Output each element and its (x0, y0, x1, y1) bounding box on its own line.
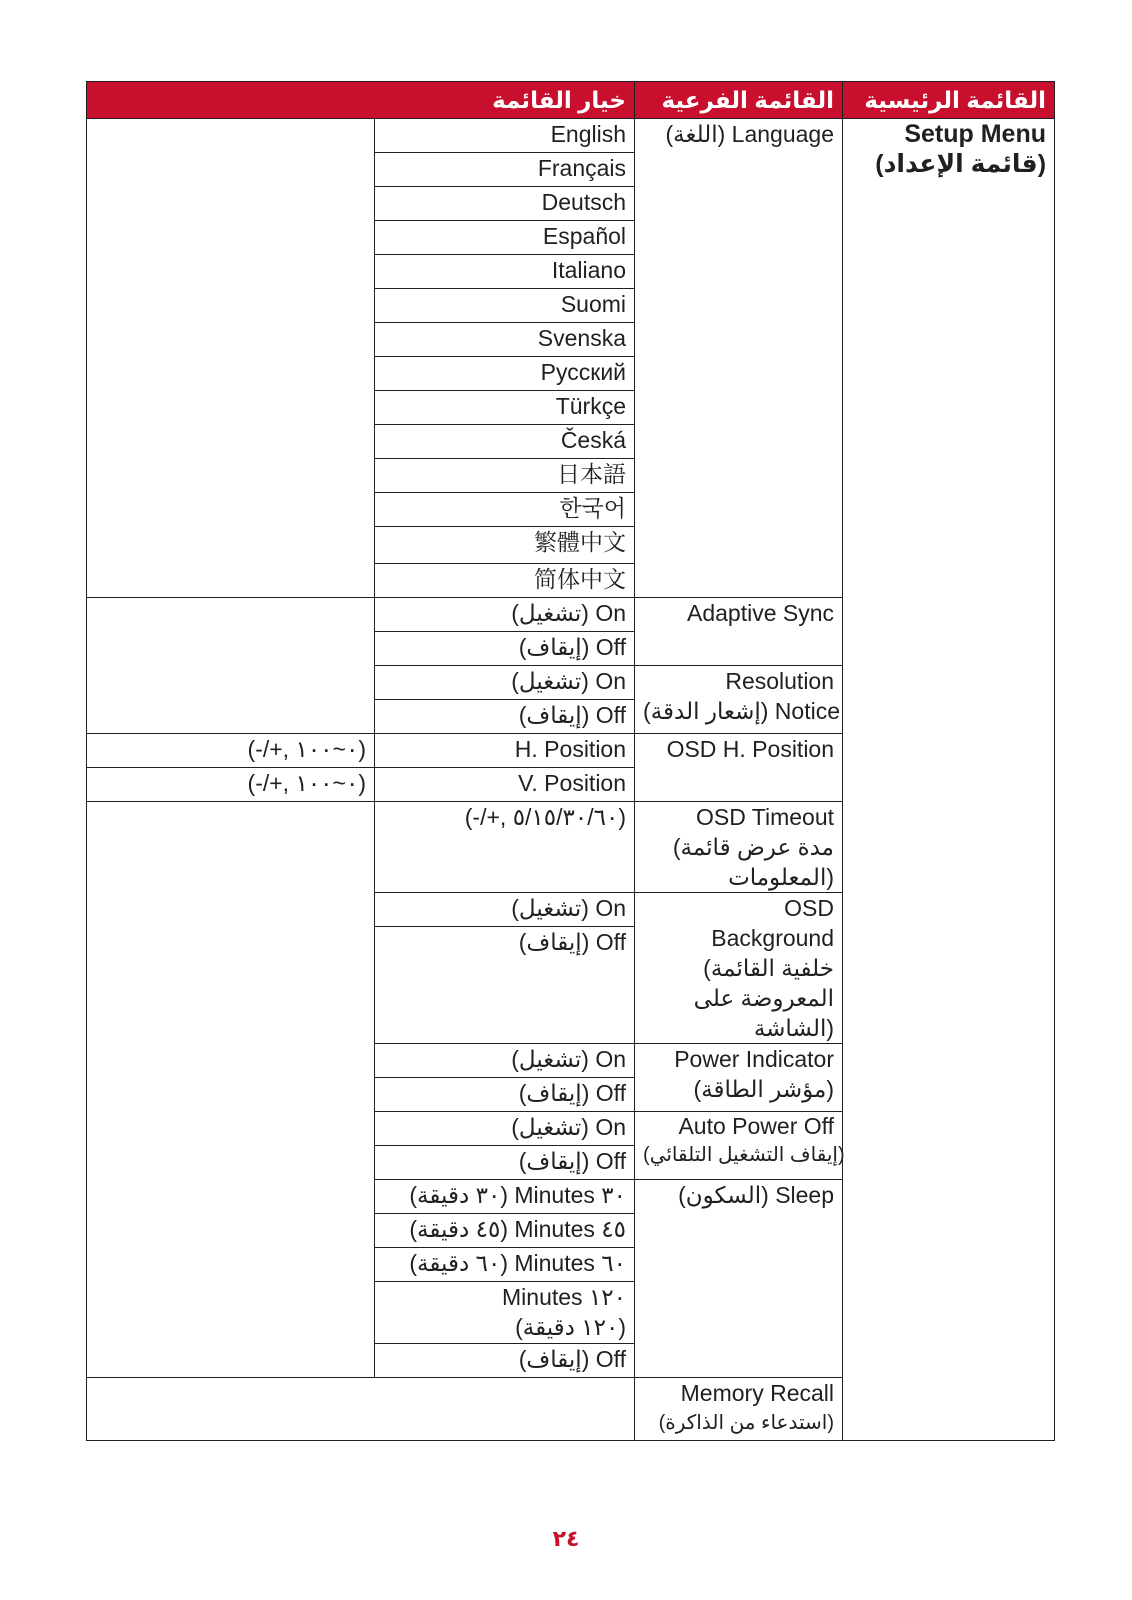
option-off: (إيقاف) Off (375, 1146, 635, 1180)
memory-recall-arabic: (استدعاء من الذاكرة) (658, 1412, 835, 1434)
osd-background-label-1: OSD (784, 895, 835, 921)
timeout-values: (-/+, ٥/١٥/٣٠/٦٠) (375, 802, 635, 893)
page-number: ٢٤ (552, 1526, 580, 1551)
sleep-option-30: (٣٠ دقيقة) Minutes ٣٠ (375, 1180, 635, 1214)
option-off: (إيقاف) Off (375, 632, 635, 666)
table-header-row (87, 82, 1055, 119)
language-option: Deutsch (375, 187, 635, 221)
sleep-option-120-arabic: (١٢٠ دقيقة) (515, 1314, 627, 1340)
osd-timeout-arabic-2: المعلومات) (728, 864, 835, 890)
sleep-option-120 (375, 1282, 635, 1344)
sub-menu-memory-recall (635, 1378, 843, 1441)
option-off: (إيقاف) Off (375, 927, 635, 1044)
header-sub-menu: القائمة الفرعية (635, 82, 843, 119)
sub-menu-adaptive-sync: Adaptive Sync (635, 598, 843, 666)
empty-cell (87, 802, 375, 1378)
sub-menu-power-indicator (635, 1044, 843, 1112)
option-off: (إيقاف) Off (375, 1078, 635, 1112)
option-v-position: V. Position (375, 768, 635, 802)
option-on: (تشغيل) On (375, 893, 635, 927)
option-off: (إيقاف) Off (375, 1344, 635, 1378)
auto-power-off-label: Auto Power Off (678, 1113, 835, 1139)
sleep-option-60: (٦٠ دقيقة) Minutes ٦٠ (375, 1248, 635, 1282)
sub-menu-sleep: (السكون) Sleep (635, 1180, 843, 1378)
language-option: Русский (375, 357, 635, 391)
main-menu-setup (843, 119, 1055, 1441)
v-position-range: (-/+, ٠~١٠٠) (87, 768, 375, 802)
header-menu-option: خيار القائمة (87, 82, 635, 119)
language-option: Česká (375, 425, 635, 459)
language-option: Svenska (375, 323, 635, 357)
osd-timeout-label: OSD Timeout (695, 804, 835, 830)
empty-cell (87, 1378, 635, 1441)
option-on: (تشغيل) On (375, 598, 635, 632)
osd-timeout-arabic-1: (مدة عرض قائمة (672, 834, 835, 860)
osd-background-arabic-3: الشاشة) (753, 1015, 835, 1041)
option-h-position: H. Position (375, 734, 635, 768)
sub-menu-osd-timeout (635, 802, 843, 893)
empty-cell (87, 598, 375, 734)
language-option: Español (375, 221, 635, 255)
language-option: 日本語 (375, 459, 635, 493)
main-menu-title: Setup Menu (904, 120, 1047, 148)
h-position-range: (-/+, ٠~١٠٠) (87, 734, 375, 768)
resolution-notice-label: Resolution (725, 668, 835, 694)
osd-background-arabic-2: المعروضة على (693, 985, 835, 1011)
option-on: (تشغيل) On (375, 666, 635, 700)
memory-recall-label: Memory Recall (680, 1380, 835, 1406)
header-main-menu: القائمة الرئيسية (843, 82, 1055, 119)
option-on: (تشغيل) On (375, 1112, 635, 1146)
option-on: (تشغيل) On (375, 1044, 635, 1078)
main-menu-title-arabic: (قائمة الإعداد) (875, 150, 1047, 178)
sub-menu-resolution-notice (635, 666, 843, 734)
sub-menu-auto-power-off (635, 1112, 843, 1180)
language-option: Türkçe (375, 391, 635, 425)
resolution-notice-label-arabic: (إشعار الدقة) Notice (643, 698, 840, 724)
language-option: 简体中文 (375, 564, 635, 598)
empty-cell (87, 119, 375, 598)
setup-menu-table (86, 81, 1055, 1441)
language-option: Suomi (375, 289, 635, 323)
language-option: Français (375, 153, 635, 187)
power-indicator-label: Power Indicator (674, 1046, 835, 1072)
auto-power-off-arabic: (إيقاف التشغيل التلقائي) (643, 1144, 845, 1166)
language-option: 繁體中文 (375, 527, 635, 564)
language-option: English (375, 119, 635, 153)
sleep-option-45: (٤٥ دقيقة) Minutes ٤٥ (375, 1214, 635, 1248)
osd-background-label-2: Background (711, 925, 835, 951)
sleep-option-120-label: Minutes ١٢٠ (502, 1284, 627, 1310)
language-option: 한국어 (375, 493, 635, 527)
sub-menu-osd-h-position: OSD H. Position (635, 734, 843, 802)
sub-menu-language: (اللغة) Language (635, 119, 843, 598)
language-option: Italiano (375, 255, 635, 289)
osd-background-arabic-1: (خلفية القائمة (703, 955, 835, 981)
table-row (87, 119, 1055, 153)
sub-menu-osd-background (635, 893, 843, 1044)
option-off: (إيقاف) Off (375, 700, 635, 734)
power-indicator-arabic: (مؤشر الطاقة) (693, 1076, 835, 1102)
